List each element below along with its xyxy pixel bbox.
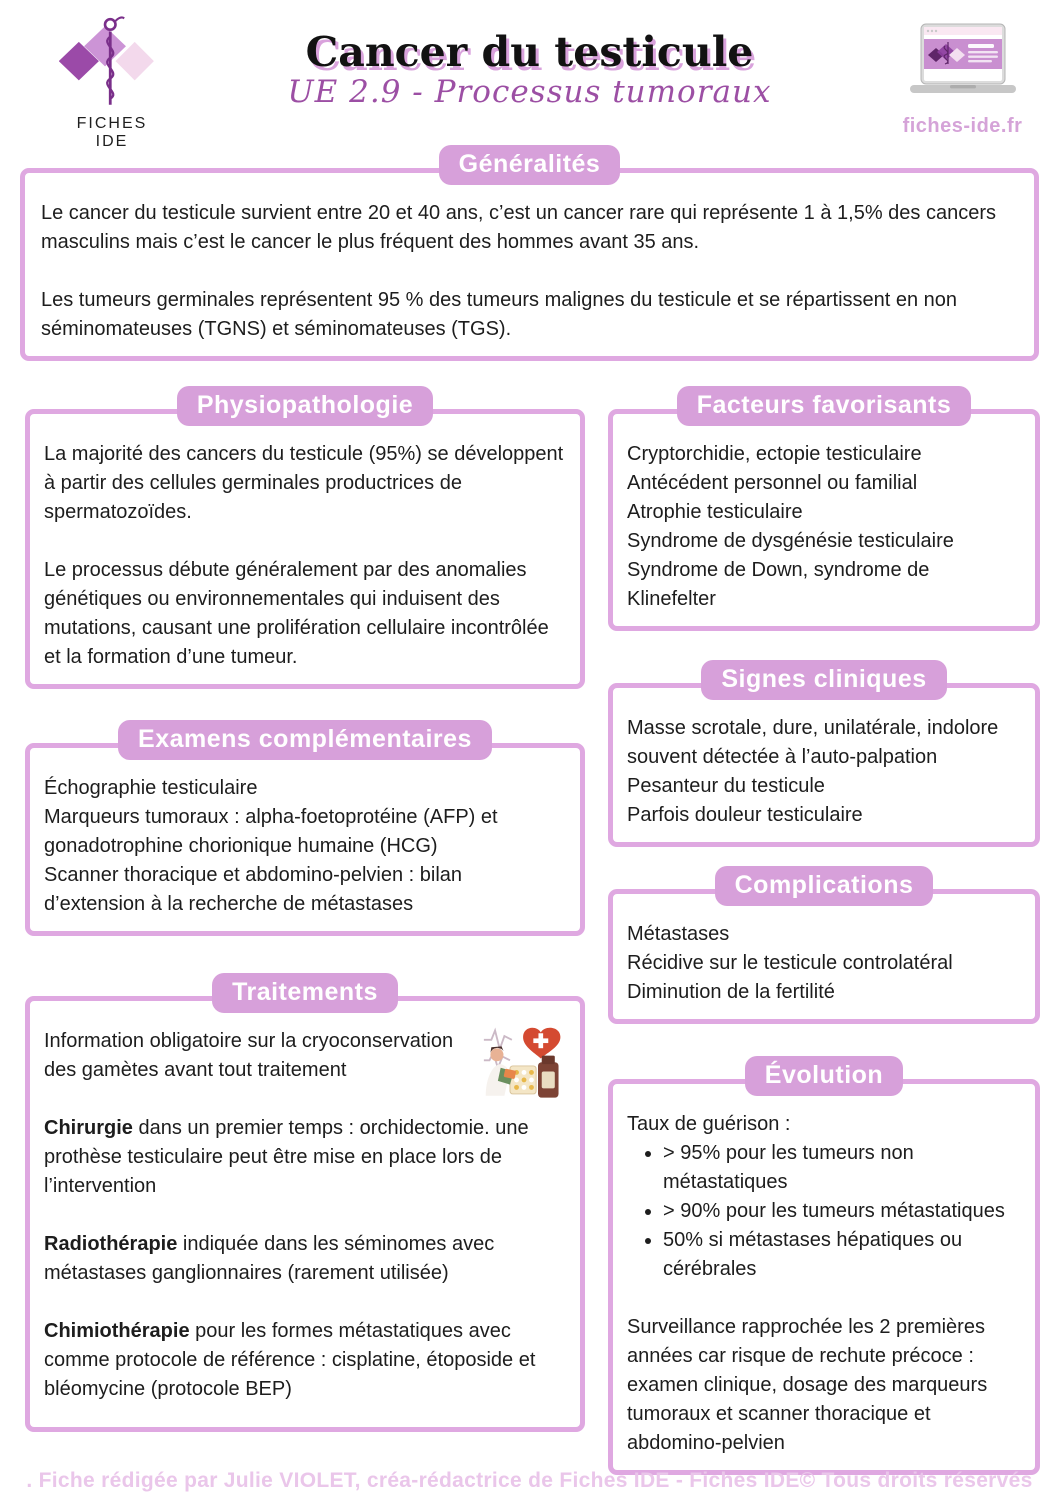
paragraph bbox=[44, 1230, 566, 1288]
list-item: • 50% si métastases hépatiques ou cérébrales bbox=[663, 1226, 1021, 1284]
site-url: fiches-ide.fr bbox=[902, 115, 1023, 137]
section-box bbox=[608, 1079, 1040, 1475]
list-item: Diminution de la fertilité bbox=[627, 981, 835, 1003]
treatment-text: indiquée dans les séminomes avec métastases ganglionnaires (rarement utilisée) bbox=[44, 1233, 495, 1284]
paragraph: Le cancer du testicule survient entre 20 et 40 ans, c’est un cancer rare qui représente 1 à 1,5% des cancers masculins mais c’est le cancer le plus fréquent des hommes avant 35 ans. bbox=[41, 202, 996, 253]
section-title-badge: Facteurs favorisants bbox=[677, 386, 972, 426]
logo-text-line2: IDE bbox=[95, 133, 129, 150]
section-box bbox=[608, 889, 1040, 1024]
section-title-badge: Généralités bbox=[439, 145, 621, 185]
section-box bbox=[25, 743, 585, 936]
list-item: Marqueurs tumoraux : alpha-foetoprotéine (AFP) et gonadotrophine chorionique humaine (HCG) bbox=[44, 806, 498, 857]
section-complications bbox=[608, 866, 1040, 1024]
section-traitements bbox=[25, 973, 585, 1432]
section-title-badge: Complications bbox=[715, 866, 934, 906]
treatment-text: dans un premier temps : orchidectomie. une prothèse testiculaire peut être mise en place lors de l’intervention bbox=[44, 1117, 529, 1197]
section-physiopathologie bbox=[25, 386, 585, 689]
section-title-badge: Examens complémentaires bbox=[118, 720, 492, 760]
section-signes-cliniques bbox=[608, 660, 1040, 847]
paragraph: Surveillance rapprochée les 2 premières années car risque de rechute précoce : examen clinique, dosage des marqueurs tumoraux et scanner thoracique et abdomino-pelvien bbox=[627, 1316, 988, 1454]
list-item: Atrophie testiculaire bbox=[627, 501, 803, 523]
list-item: Métastases bbox=[627, 923, 730, 945]
footer-credit: . Fiche rédigée par Julie VIOLET, créa-rédactrice de Fiches IDE - Fiches IDE© Tous droits réservés bbox=[26, 1469, 1033, 1492]
paragraph: Information obligatoire sur la cryoconservation des gamètes avant tout traitement bbox=[44, 1030, 454, 1081]
section-title-badge: Évolution bbox=[745, 1056, 903, 1096]
page-title: Cancer du testicule bbox=[305, 28, 754, 76]
section-box bbox=[608, 683, 1040, 847]
paragraph bbox=[44, 1317, 566, 1404]
treatment-illustration-icon bbox=[482, 1023, 566, 1107]
section-title-badge: Traitements bbox=[212, 973, 398, 1013]
list-item: • > 90% pour les tumeurs métastatiques bbox=[663, 1197, 1021, 1226]
list-intro: Taux de guérison : bbox=[627, 1113, 791, 1135]
list-item: Récidive sur le testicule controlatéral bbox=[627, 952, 953, 974]
paragraph: Le processus débute généralement par des anomalies génétiques ou environnementales qui induisent des mutations, causant une prolifération cellulaire incontrôlée et la formation d’une tumeur. bbox=[44, 559, 549, 668]
laptop-icon bbox=[902, 22, 1024, 102]
section-box bbox=[25, 996, 585, 1432]
list-item: Pesanteur du testicule bbox=[627, 775, 825, 797]
list-item: Cryptorchidie, ectopie testiculaire bbox=[627, 443, 922, 465]
list-item: Syndrome de Down, syndrome de Klinefelter bbox=[627, 559, 930, 610]
list-item: Antécédent personnel ou familial bbox=[627, 472, 918, 494]
treatment-term: Chimiothérapie bbox=[44, 1320, 190, 1342]
list-item: • > 95% pour les tumeurs non métastatiques bbox=[663, 1139, 1021, 1197]
section-box bbox=[608, 409, 1040, 631]
paragraph: Les tumeurs germinales représentent 95 % des tumeurs malignes du testicule et se répartissent en non séminomateuses (TGNS) et séminomateuses (TGS). bbox=[41, 289, 958, 340]
section-evolution bbox=[608, 1056, 1040, 1475]
section-title-badge: Physiopathologie bbox=[177, 386, 433, 426]
paragraph: La majorité des cancers du testicule (95%) se développent à partir des cellules germinales productrices de spermatozoïdes. bbox=[44, 443, 564, 523]
list-item: Masse scrotale, dure, unilatérale, indolore souvent détectée à l’auto-palpation bbox=[627, 717, 999, 768]
treatment-term: Radiothérapie bbox=[44, 1233, 178, 1255]
section-examens-complementaires bbox=[25, 720, 585, 936]
list-item: Syndrome de dysgénésie testiculaire bbox=[627, 530, 954, 552]
treatment-term: Chirurgie bbox=[44, 1117, 133, 1139]
cure-rate-list bbox=[627, 1139, 1021, 1284]
section-facteurs-favorisants bbox=[608, 386, 1040, 631]
section-title-badge: Signes cliniques bbox=[701, 660, 946, 700]
list-item: Parfois douleur testiculaire bbox=[627, 804, 863, 826]
paragraph bbox=[44, 1114, 566, 1201]
list-item: Échographie testiculaire bbox=[44, 777, 258, 799]
section-box bbox=[25, 409, 585, 689]
list-item: Scanner thoracique et abdomino-pelvien : bilan d’extension à la recherche de métastases bbox=[44, 864, 463, 915]
section-box bbox=[20, 168, 1039, 361]
treatment-text: pour les formes métastatiques avec comme protocole de référence : cisplatine, étoposide et bléomycine (protocole BEP) bbox=[44, 1320, 536, 1400]
site-preview bbox=[900, 22, 1025, 138]
section-generalites bbox=[20, 145, 1039, 361]
logo-text-line1: FICHES bbox=[76, 115, 148, 132]
page-subtitle: UE 2.9 - Processus tumoraux bbox=[287, 74, 772, 110]
